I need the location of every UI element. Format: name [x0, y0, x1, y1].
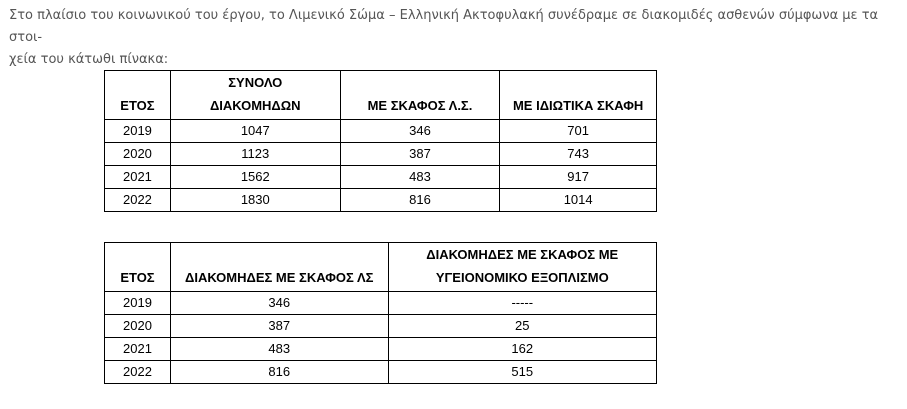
- table-header-row: [105, 71, 657, 120]
- cell-coast-guard: 346: [340, 120, 500, 143]
- cell-year: 2022: [105, 361, 171, 384]
- table-row: [105, 143, 657, 166]
- header-total-transfers: [170, 71, 340, 120]
- header-private-vessels: ΜΕ ΙΔΙΩΤΙΚΑ ΣΚΑΦΗ: [500, 71, 657, 120]
- cell-medical: -----: [388, 292, 656, 315]
- header-coast-guard-vessel: ΜΕ ΣΚΑΦΟΣ Λ.Σ.: [340, 71, 500, 120]
- intro-line-1: Στο πλαίσιο του κοινωνικού του έργου, το Λιμενικό Σώμα – Ελληνική Ακτοφυλακή συνέδραμε σε διακομιδές ασθενών σύμφωνα με τα στοι-: [9, 8, 879, 45]
- cell-year: 2020: [105, 315, 171, 338]
- cell-year: 2019: [105, 292, 171, 315]
- table-row: [105, 361, 657, 384]
- cell-year: 2021: [105, 338, 171, 361]
- cell-coast-guard: 816: [340, 189, 500, 212]
- table-row: [105, 166, 657, 189]
- cell-coast-guard: 387: [340, 143, 500, 166]
- header-year: ΕΤΟΣ: [105, 243, 171, 292]
- cell-ls-vessel: 387: [170, 315, 388, 338]
- cell-ls-vessel: 816: [170, 361, 388, 384]
- cell-year: 2022: [105, 189, 171, 212]
- cell-private: 1014: [500, 189, 657, 212]
- header-total-line-1: ΣΥΝΟΛΟ: [228, 75, 283, 90]
- intro-line-2: χεία του κάτωθι πίνακα:: [9, 52, 169, 67]
- header-medical-equipment-transfers: [388, 243, 656, 292]
- cell-total: 1562: [170, 166, 340, 189]
- table-row: [105, 315, 657, 338]
- cell-private: 743: [500, 143, 657, 166]
- table-header-row: [105, 243, 657, 292]
- transfers-summary-table: [104, 70, 657, 212]
- cell-year: 2019: [105, 120, 171, 143]
- table-row: [105, 292, 657, 315]
- cell-total: 1830: [170, 189, 340, 212]
- cell-ls-vessel: 483: [170, 338, 388, 361]
- cell-medical: 25: [388, 315, 656, 338]
- cell-coast-guard: 483: [340, 166, 500, 189]
- header-medical-line-2: ΥΓΕΙΟΝΟΜΙΚΟ ΕΞΟΠΛΙΣΜΟ: [435, 270, 609, 285]
- cell-medical: 515: [388, 361, 656, 384]
- table-row: [105, 120, 657, 143]
- cell-year: 2021: [105, 166, 171, 189]
- table-row: [105, 189, 657, 212]
- intro-paragraph: [9, 5, 899, 71]
- header-total-line-2: ΔΙΑΚΟΜΗΔΩΝ: [209, 98, 301, 113]
- cell-medical: 162: [388, 338, 656, 361]
- header-medical-line-1: ΔΙΑΚΟΜΗΔΕΣ ΜΕ ΣΚΑΦΟΣ ΜΕ: [426, 247, 619, 262]
- header-year: ΕΤΟΣ: [105, 71, 171, 120]
- table-row: [105, 338, 657, 361]
- cell-total: 1123: [170, 143, 340, 166]
- cell-total: 1047: [170, 120, 340, 143]
- medical-equipment-transfers-table: [104, 242, 657, 384]
- cell-private: 917: [500, 166, 657, 189]
- cell-private: 701: [500, 120, 657, 143]
- header-ls-vessel-transfers: ΔΙΑΚΟΜΗΔΕΣ ΜΕ ΣΚΑΦΟΣ ΛΣ: [170, 243, 388, 292]
- cell-year: 2020: [105, 143, 171, 166]
- cell-ls-vessel: 346: [170, 292, 388, 315]
